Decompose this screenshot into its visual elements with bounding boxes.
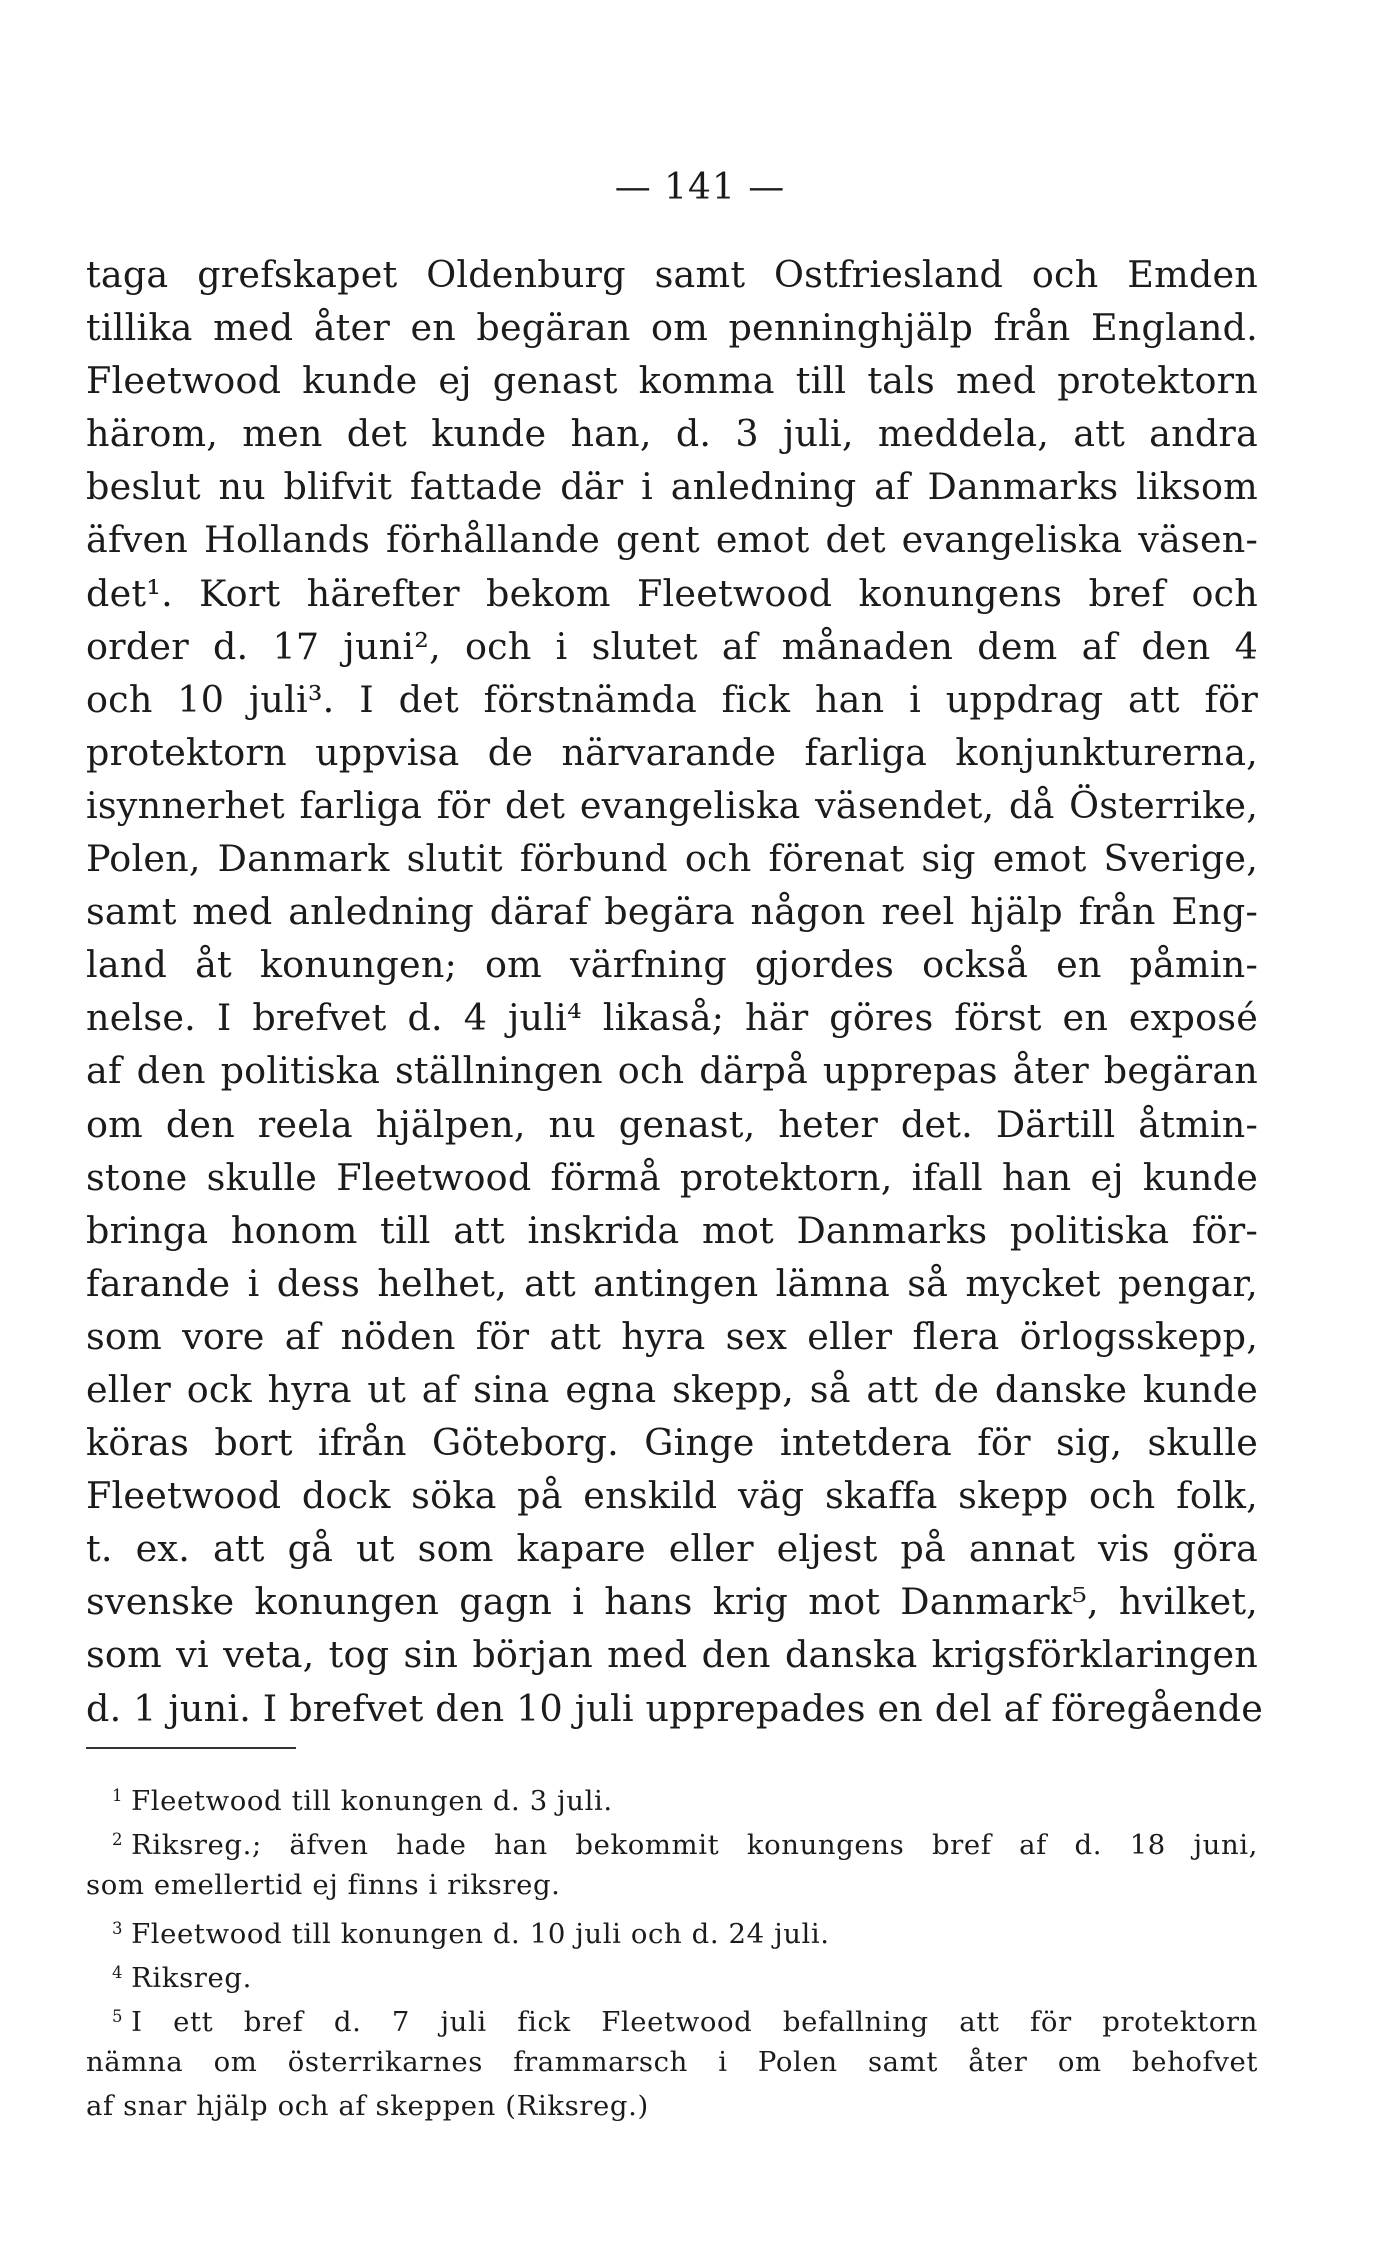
footnote-text: Fleetwood till konungen d. 3 juli.: [131, 1785, 613, 1818]
footnote-text: Riksreg.; äfven hade han bekommit konungens bref af d. 18 juni,: [131, 1829, 1258, 1862]
footnote-divider: [86, 1747, 296, 1749]
page-number: — 141 —: [614, 167, 786, 208]
text-line: som vore af nöden för att hyra sex eller flera örlogsskepp,: [86, 1314, 1258, 1358]
text-line: farande i dess helhet, att antingen lämna så mycket pengar,: [86, 1261, 1258, 1305]
footnote-number: 1: [112, 1786, 124, 1805]
text-line: beslut nu blifvit fattade där i anledning af Danmarks liksom: [86, 465, 1258, 509]
footnote-1: [86, 1774, 1258, 1818]
text-line: svenske konungen gagn i hans krig mot Danmark⁵, hvilket,: [86, 1580, 1258, 1624]
text-line: d. 1 juni. I brefvet den 10 juli upprepades en del af föregående: [86, 1686, 1264, 1730]
text-line: Fleetwood kunde ej genast komma till tals med protektorn: [86, 359, 1258, 403]
text-line: bringa honom till att inskrida mot Danmarks politiska för-: [86, 1208, 1258, 1252]
text-line: Fleetwood dock söka på enskild väg skaffa skepp och folk,: [86, 1474, 1258, 1518]
footnote-text: Fleetwood till konungen d. 10 juli och d. 24 juli.: [131, 1917, 830, 1950]
text-line: härom, men det kunde han, d. 3 juli, meddela, att andra: [86, 412, 1258, 456]
text-line: protektorn uppvisa de närvarande farliga konjunkturerna,: [86, 730, 1258, 774]
text-line: och 10 juli³. I det förstnämda fick han i uppdrag att för: [86, 677, 1258, 721]
text-line: t. ex. att gå ut som kapare eller eljest på annat vis göra: [86, 1527, 1258, 1571]
footnote-2: [86, 1818, 1258, 1862]
text-line: tillika med åter en begäran om penninghjälp från England.: [86, 306, 1258, 350]
footnote-number: 3: [112, 1918, 124, 1938]
text-line: som vi veta, tog sin början med den danska krigsförklaringen: [86, 1633, 1258, 1677]
text-line: land åt konungen; om värfning gjordes också en påmin-: [86, 943, 1258, 987]
text-line: om den reela hjälpen, nu genast, heter det. Därtill åtmin-: [86, 1102, 1258, 1146]
text-line: eller ock hyra ut af sina egna skepp, så att de danske kunde: [86, 1367, 1258, 1411]
text-line: köras bort ifrån Göteborg. Ginge intetdera för sig, skulle: [86, 1421, 1258, 1465]
body-text: [86, 248, 1264, 1735]
text-line: nelse. I brefvet d. 4 juli⁴ likaså; här göres först en exposé: [86, 996, 1258, 1040]
text-line: taga grefskapet Oldenburg samt Ostfriesland och Emden: [86, 253, 1258, 296]
footnotes: [86, 1774, 1258, 2128]
footnote-number: 5: [112, 2007, 124, 2027]
footnote-5: [86, 1995, 1258, 2039]
text-line: stone skulle Fleetwood förmå protektorn, ifall han ej kunde: [86, 1155, 1258, 1199]
text-line: samt med anledning däraf begära någon reel hjälp från Eng-: [86, 890, 1258, 934]
text-line: order d. 17 juni², och i slutet af månaden dem af den 4: [86, 624, 1258, 668]
footnote-text: Riksreg.: [131, 1962, 252, 1995]
text-line: det¹. Kort härefter bekom Fleetwood konungens bref och: [86, 571, 1258, 615]
footnote-5-cont: af snar hjälp och af skeppen (Riksreg.): [86, 2090, 649, 2123]
text-line: Polen, Danmark slutit förbund och förenat sig emot Sverige,: [86, 837, 1258, 881]
footnote-text: I ett bref d. 7 juli fick Fleetwood befallning att för protektorn: [131, 2006, 1258, 2039]
text-line: äfven Hollands förhållande gent emot det evangeliska väsen-: [86, 518, 1258, 562]
footnote-number: 4: [112, 1963, 124, 1983]
footnote-4: [86, 1951, 1258, 1995]
text-line: af den politiska ställningen och därpå upprepas åter begäran: [86, 1049, 1258, 1093]
footnote-number: 2: [112, 1830, 124, 1850]
footnote-3: [86, 1907, 1258, 1951]
footnote-5-cont: nämna om österrikarnes frammarsch i Polen samt åter om behofvet: [86, 2045, 1258, 2078]
footnote-2-cont: som emellertid ej finns i riksreg.: [86, 1868, 561, 1901]
text-line: isynnerhet farliga för det evangeliska väsendet, då Österrike,: [86, 783, 1258, 827]
